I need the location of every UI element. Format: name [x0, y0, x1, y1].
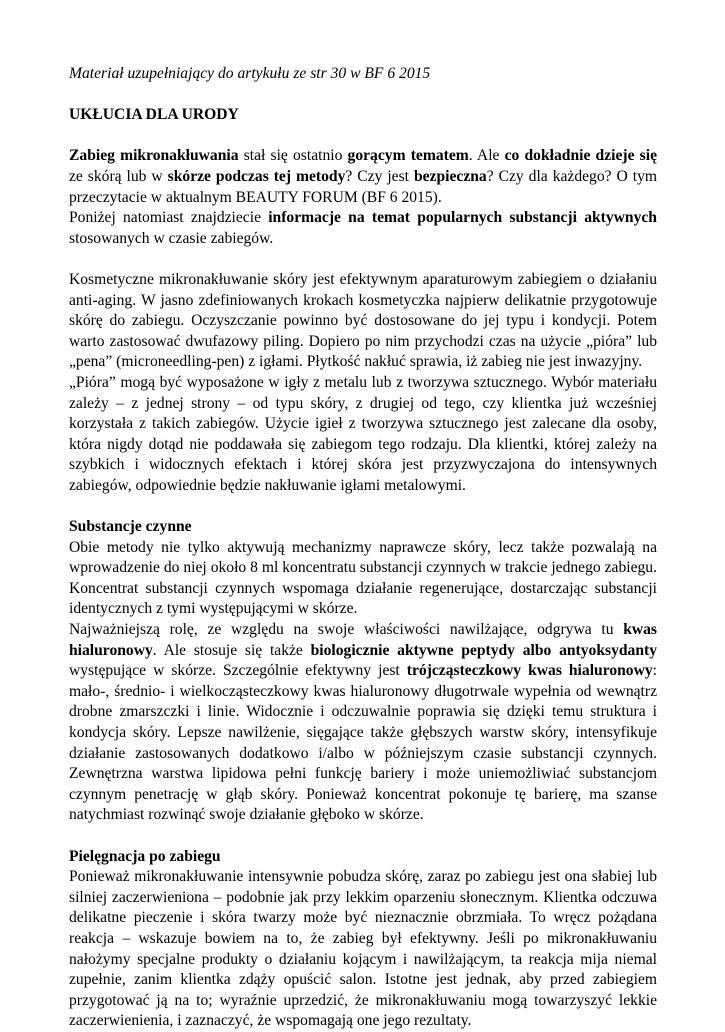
text-run: ? Czy dla każdego? O tym przeczytacie w aktualnym BEAUTY FORUM (BF 6 2015). [69, 167, 658, 206]
document-page [69, 64, 657, 1032]
bold-text-run: gorącym tematem [347, 147, 469, 165]
section-heading-aftercare: Pielęgnacja po zabiegu [69, 847, 221, 865]
document-title: UKŁUCIA DLA URODY [69, 106, 239, 124]
text-run: . Ale stosuje się także [152, 641, 311, 659]
bold-text-run: biologicznie aktywne peptydy albo antyoksydanty [310, 641, 657, 659]
text-run: . Ale [468, 147, 505, 165]
section-heading-active-substances: Substancje czynne [69, 518, 192, 536]
bold-text-run: kwas hialuronowy [69, 621, 657, 659]
bold-text-run: skórze podczas tej metody [167, 167, 346, 185]
text-run: : mało-, średnio- i wielkocząsteczkowy kwas hialuronowy długotrwale wypełnia od wewnątrz drobne zmarszczki i linie. Widocznie i odczuwalnie poprawia się dzięki temu struktura i kondycja skóry. Lepsze nawilżenie, sięgające także głębszych warstw skóry, intensyfikuje działanie zastosowanych dodatkowo i/albo w późniejszym czasie substancji czynnych. Zewnętrzna warstwa lipidowa pełni funkcję bariery i może uniemożliwiać substancjom czynnym penetrację w głąb skóry. Ponieważ koncentrat pokonuje tę barierę, ma szanse natychmiast rozwinąć swoje działanie głęboko w skórze. [69, 662, 658, 824]
text-run: ? Czy jest [345, 167, 414, 185]
text-run: stosowanych w czasie zabiegów. [69, 229, 274, 247]
section2-paragraph-1: Ponieważ mikronakłuwanie intensywnie pobudza skórę, zaraz po zabiegu jest ona słabiej lub silniej zaczerwieniona – podobnie jak przy lekkim oparzeniu słonecznym. Klientka odczuwa delikatne pieczenie i skóra twarzy może być nieznacznie obrzmiała. To wręcz pożądana reakcja – wskazuje bowiem na to, że zabieg był efektywny. Jeśli po mikronakłuwaniu nałożymy specjalne produkty o działaniu kojącym i nawilżającym, ta reakcja mija niemal zupełnie, zanim klientka zdąży opuścić salon. Istotne jest jednak, aby przed zabiegiem przygotować ją na to; wyraźnie uprzedzić, że mikronakłuwaniu mogą towarzyszyć lekkie zaczerwienienia, i zaznaczyć, że wspomagają one jego rezultaty. [69, 868, 657, 1030]
spacer [69, 126, 657, 147]
bold-text-run: Zabieg mikronakłuwania [69, 147, 239, 165]
intro-paragraph [69, 146, 657, 208]
intro-paragraph-2 [69, 208, 657, 249]
text-run: Poniżej natomiast znajdziecie [69, 209, 269, 227]
bold-text-run: bezpieczna [413, 167, 487, 185]
section1-paragraph-2 [69, 620, 657, 826]
bold-text-run: informacje na temat popularnych substancji aktywnych [268, 209, 657, 227]
bold-text-run: co dokładnie dzieje się [504, 147, 657, 165]
text-run: ze skórą lub w [69, 167, 168, 185]
spacer [69, 826, 657, 847]
text-run: Najważniejszą rolę, ze względu na swoje właściwości nawilżające, odgrywa tu [69, 621, 624, 639]
section1-paragraph-1: Obie metody nie tylko aktywują mechanizmy naprawcze skóry, lecz także pozwalają na wprowadzenie do niej około 8 ml koncentratu substancji czynnych w trakcie jednego zabiegu. Koncentrat substancji czynnych wspomaga działanie regenerujące, dostarczając substancji identycznych z tymi występującymi w skórze. [69, 538, 657, 618]
text-run: stał się ostatnio [238, 147, 348, 165]
body-paragraph-1: Kosmetyczne mikronakłuwanie skóry jest efektywnym aparaturowym zabiegiem o działaniu anti-aging. W jasno zdefiniowanych krokach kosmetyczka najpierw delikatnie przygotowuje skórę do zabiegu. Oczyszczanie powinno być dostosowane do jej typu i kondycji. Potem warto zastosować dwufazowy piling. Dopiero po nim przychodzi czas na użycie „pióra” lub „pena” (microneedling-pen) z igłami. Płytkość nakłuć sprawia, iż zabieg nie jest inwazyjny. [69, 270, 657, 371]
bold-text-run: trójcząsteczkowy kwas hialuronowy [406, 662, 653, 680]
spacer [69, 249, 657, 270]
spacer [69, 496, 657, 517]
body-paragraph-2: „Pióra” mogą być wyposażone w igły z metalu lub z tworzywa sztucznego. Wybór materiału zależy – z jednej strony – od typu skóry, z drugiej od tego, czy klientka już wcześniej korzystała z takich zabiegów. Użycie igieł z tworzywa sztucznego jest zalecane dla osoby, która nigdy dotąd nie poddawała się zabiegom tego rodzaju. Dla klientki, której zależy na szybkich i widocznych efektach i której skóra jest przyzwyczajona do intensywnych zabiegów, odpowiednie będzie nakłuwanie igłami metalowymi. [69, 373, 657, 494]
text-run: występujące w skórze. Szczególnie efektywny jest [69, 662, 407, 680]
document-subtitle: Materiał uzupełniający do artykułu ze str 30 w BF 6 2015 [69, 65, 431, 82]
